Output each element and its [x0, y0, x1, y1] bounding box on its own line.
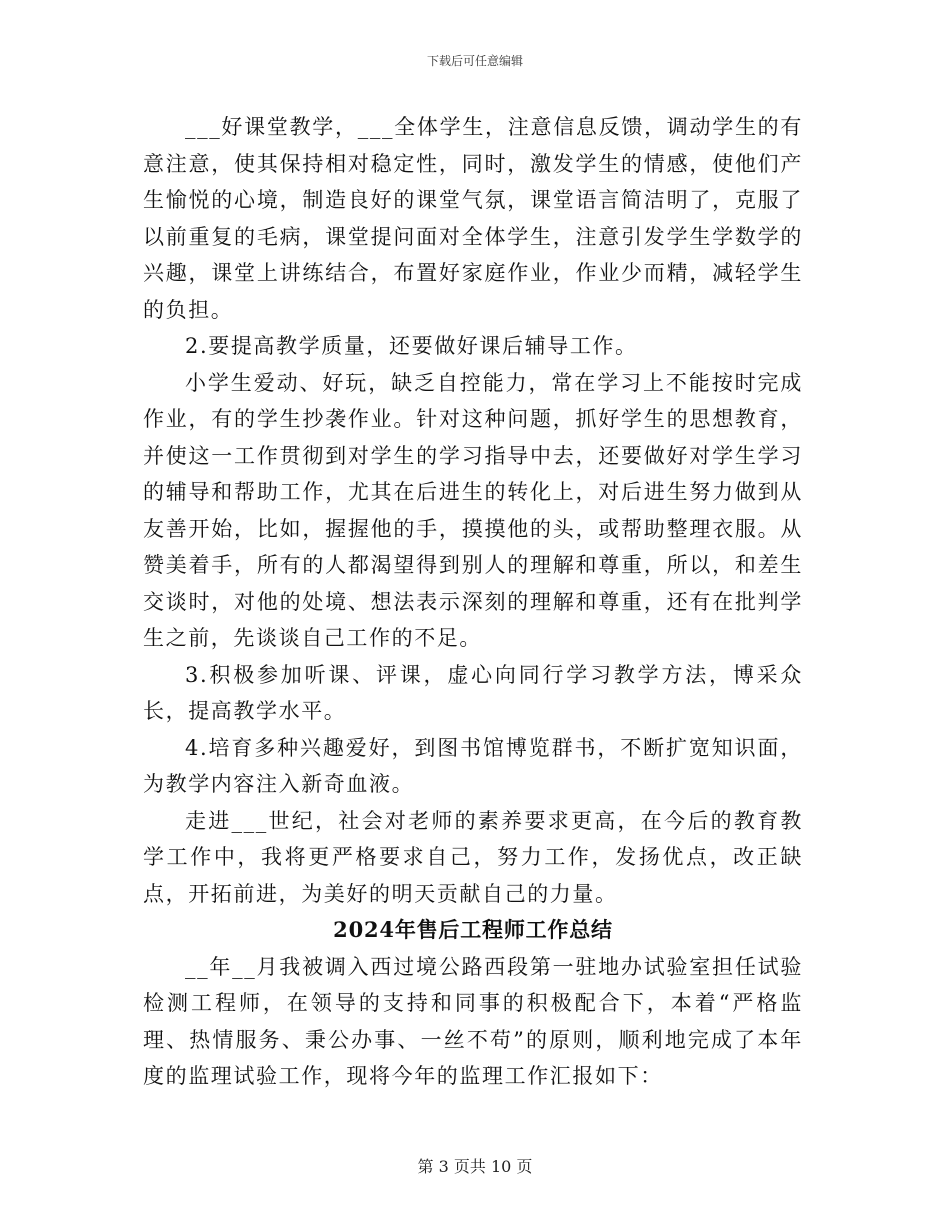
page-header: 下载后可任意编辑: [426, 54, 523, 68]
document-body: [143, 109, 803, 1095]
section-title: 2024年售后工程师工作总结: [333, 917, 613, 942]
paragraph-conclusion: 走进___世纪，社会对老师的素养要求更高，在今后的教育教学工作中，我将更严格要求自己，努力工作，发扬优点，改正缺点，开拓前进，为美好的明天贡献自己的力量。: [143, 808, 803, 906]
paragraph-item-2: 2.要提高教学质量，还要做好课后辅导工作。: [185, 334, 638, 358]
paragraph-classroom-teaching: ___好课堂教学，___全体学生，注意信息反馈，调动学生的有意注意，使其保持相对稳定性，同时，激发学生的情感，使他们产生愉悦的心境，制造良好的课堂气氛，课堂语言简洁明了，克服了以前重复的毛病，课堂提问面对全体学生，注意引发学生学数学的兴趣，课堂上讲练结合，布置好家庭作业，作业少而精，减轻学生的负担。: [143, 115, 803, 322]
paragraph-tutoring: 小学生爱动、好玩，缺乏自控能力，常在学习上不能按时完成作业，有的学生抄袭作业。针对这种问题，抓好学生的思想教育，并使这一工作贯彻到对学生的学习指导中去，还要做好对学生学习的辅导和帮助工作，尤其在后进生的转化上，对后进生努力做到从友善开始，比如，握握他的手，摸摸他的头，或帮助整理衣服。从赞美着手，所有的人都渴望得到别人的理解和尊重，所以，和差生交谈时，对他的处境、想法表示深刻的理解和尊重，还有在批判学生之前，先谈谈自己工作的不足。: [143, 370, 803, 650]
paragraph-item-4: 4.培育多种兴趣爱好，到图书馆博览群书，不断扩宽知识面，为教学内容注入新奇血液。: [143, 735, 803, 796]
page-footer: 第 3 页共 10 页: [417, 1157, 533, 1176]
paragraph-item-3: 3.积极参加听课、评课，虚心向同行学习教学方法，博采众长，提高教学水平。: [143, 662, 803, 723]
section-paragraph: __年__月我被调入西过境公路西段第一驻地办试验室担任试验检测工程师，在领导的支持和同事的积极配合下，本着“严格监理、热情服务、秉公办事、一丝不苟”的原则，顺利地完成了本年度的监理试验工作，现将今年的监理工作汇报如下：: [143, 954, 803, 1088]
